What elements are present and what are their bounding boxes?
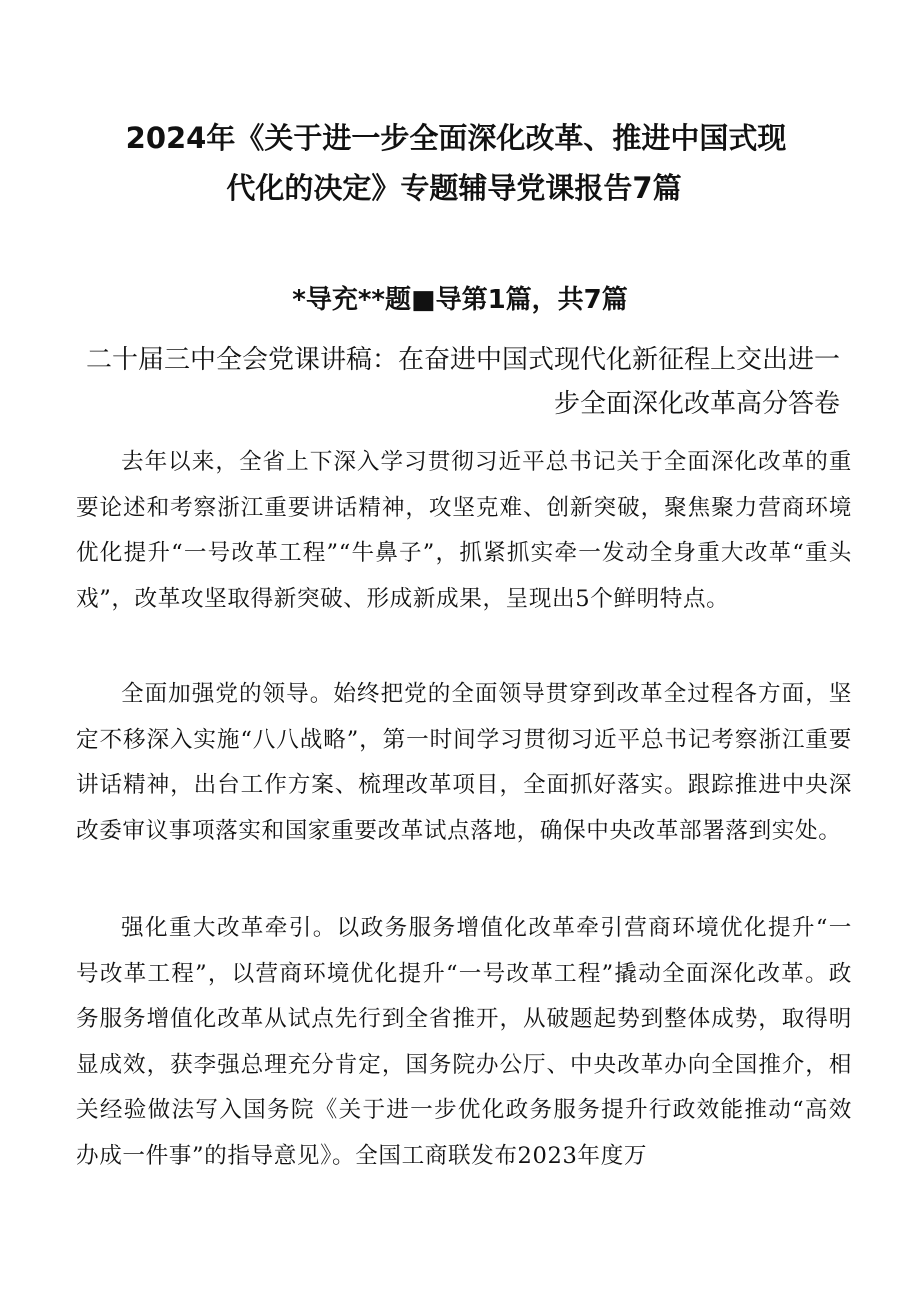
body-paragraph: 强化重大改革牵引。以政务服务增值化改革牵引营商环境优化提升“一号改革工程”，以营商环境优化提升“一号改革工程”撬动全面深化改革。政务服务增值化改革从试点先行到全省推开，从破题起势到整体成势，取得明显成效，获李强总理充分肯定，国务院办公厅、中央改革办向全国推介，相关经验做法写入国务院《关于进一步优化政务服务提升行政效能推动“高效办成一件事”的指导意见》。全国工商联发布2023年度万	[76, 915, 852, 1169]
document-title-line-1: 2024年《关于进一步全面深化改革、推进中国式现	[125, 121, 787, 155]
body-paragraph: 去年以来，全省上下深入学习贯彻习近平总书记关于全面深化改革的重要论述和考察浙江重要讲话精神，攻坚克难、创新突破，聚焦聚力营商环境优化提升“一号改革工程”“牛鼻子”，抓紧抓实牵一发动全身重大改革“重头戏”，改革攻坚取得新突破、形成新成果，呈现出5个鲜明特点。	[76, 449, 852, 612]
section-title-line-2: 步全面深化改革高分答卷	[553, 389, 840, 419]
document-title-line-2: 代化的决定》专题辅导党课报告7篇	[226, 171, 682, 205]
body-paragraph: 全面加强党的领导。始终把党的全面领导贯穿到改革全过程各方面，坚定不移深入实施“八八战略”，第一时间学习贯彻习近平总书记考察浙江重要讲话精神，出台工作方案、梳理改革项目，全面抓好落实。跟踪推进中央深改委审议事项落实和国家重要改革试点落地，确保中央改革部署落到实处。	[76, 681, 852, 844]
sub-heading: *导充**题■导第1篇，共7篇	[292, 285, 628, 315]
section-title-line-1: 二十届三中全会党课讲稿：在奋进中国式现代化新征程上交出进一	[86, 345, 841, 375]
